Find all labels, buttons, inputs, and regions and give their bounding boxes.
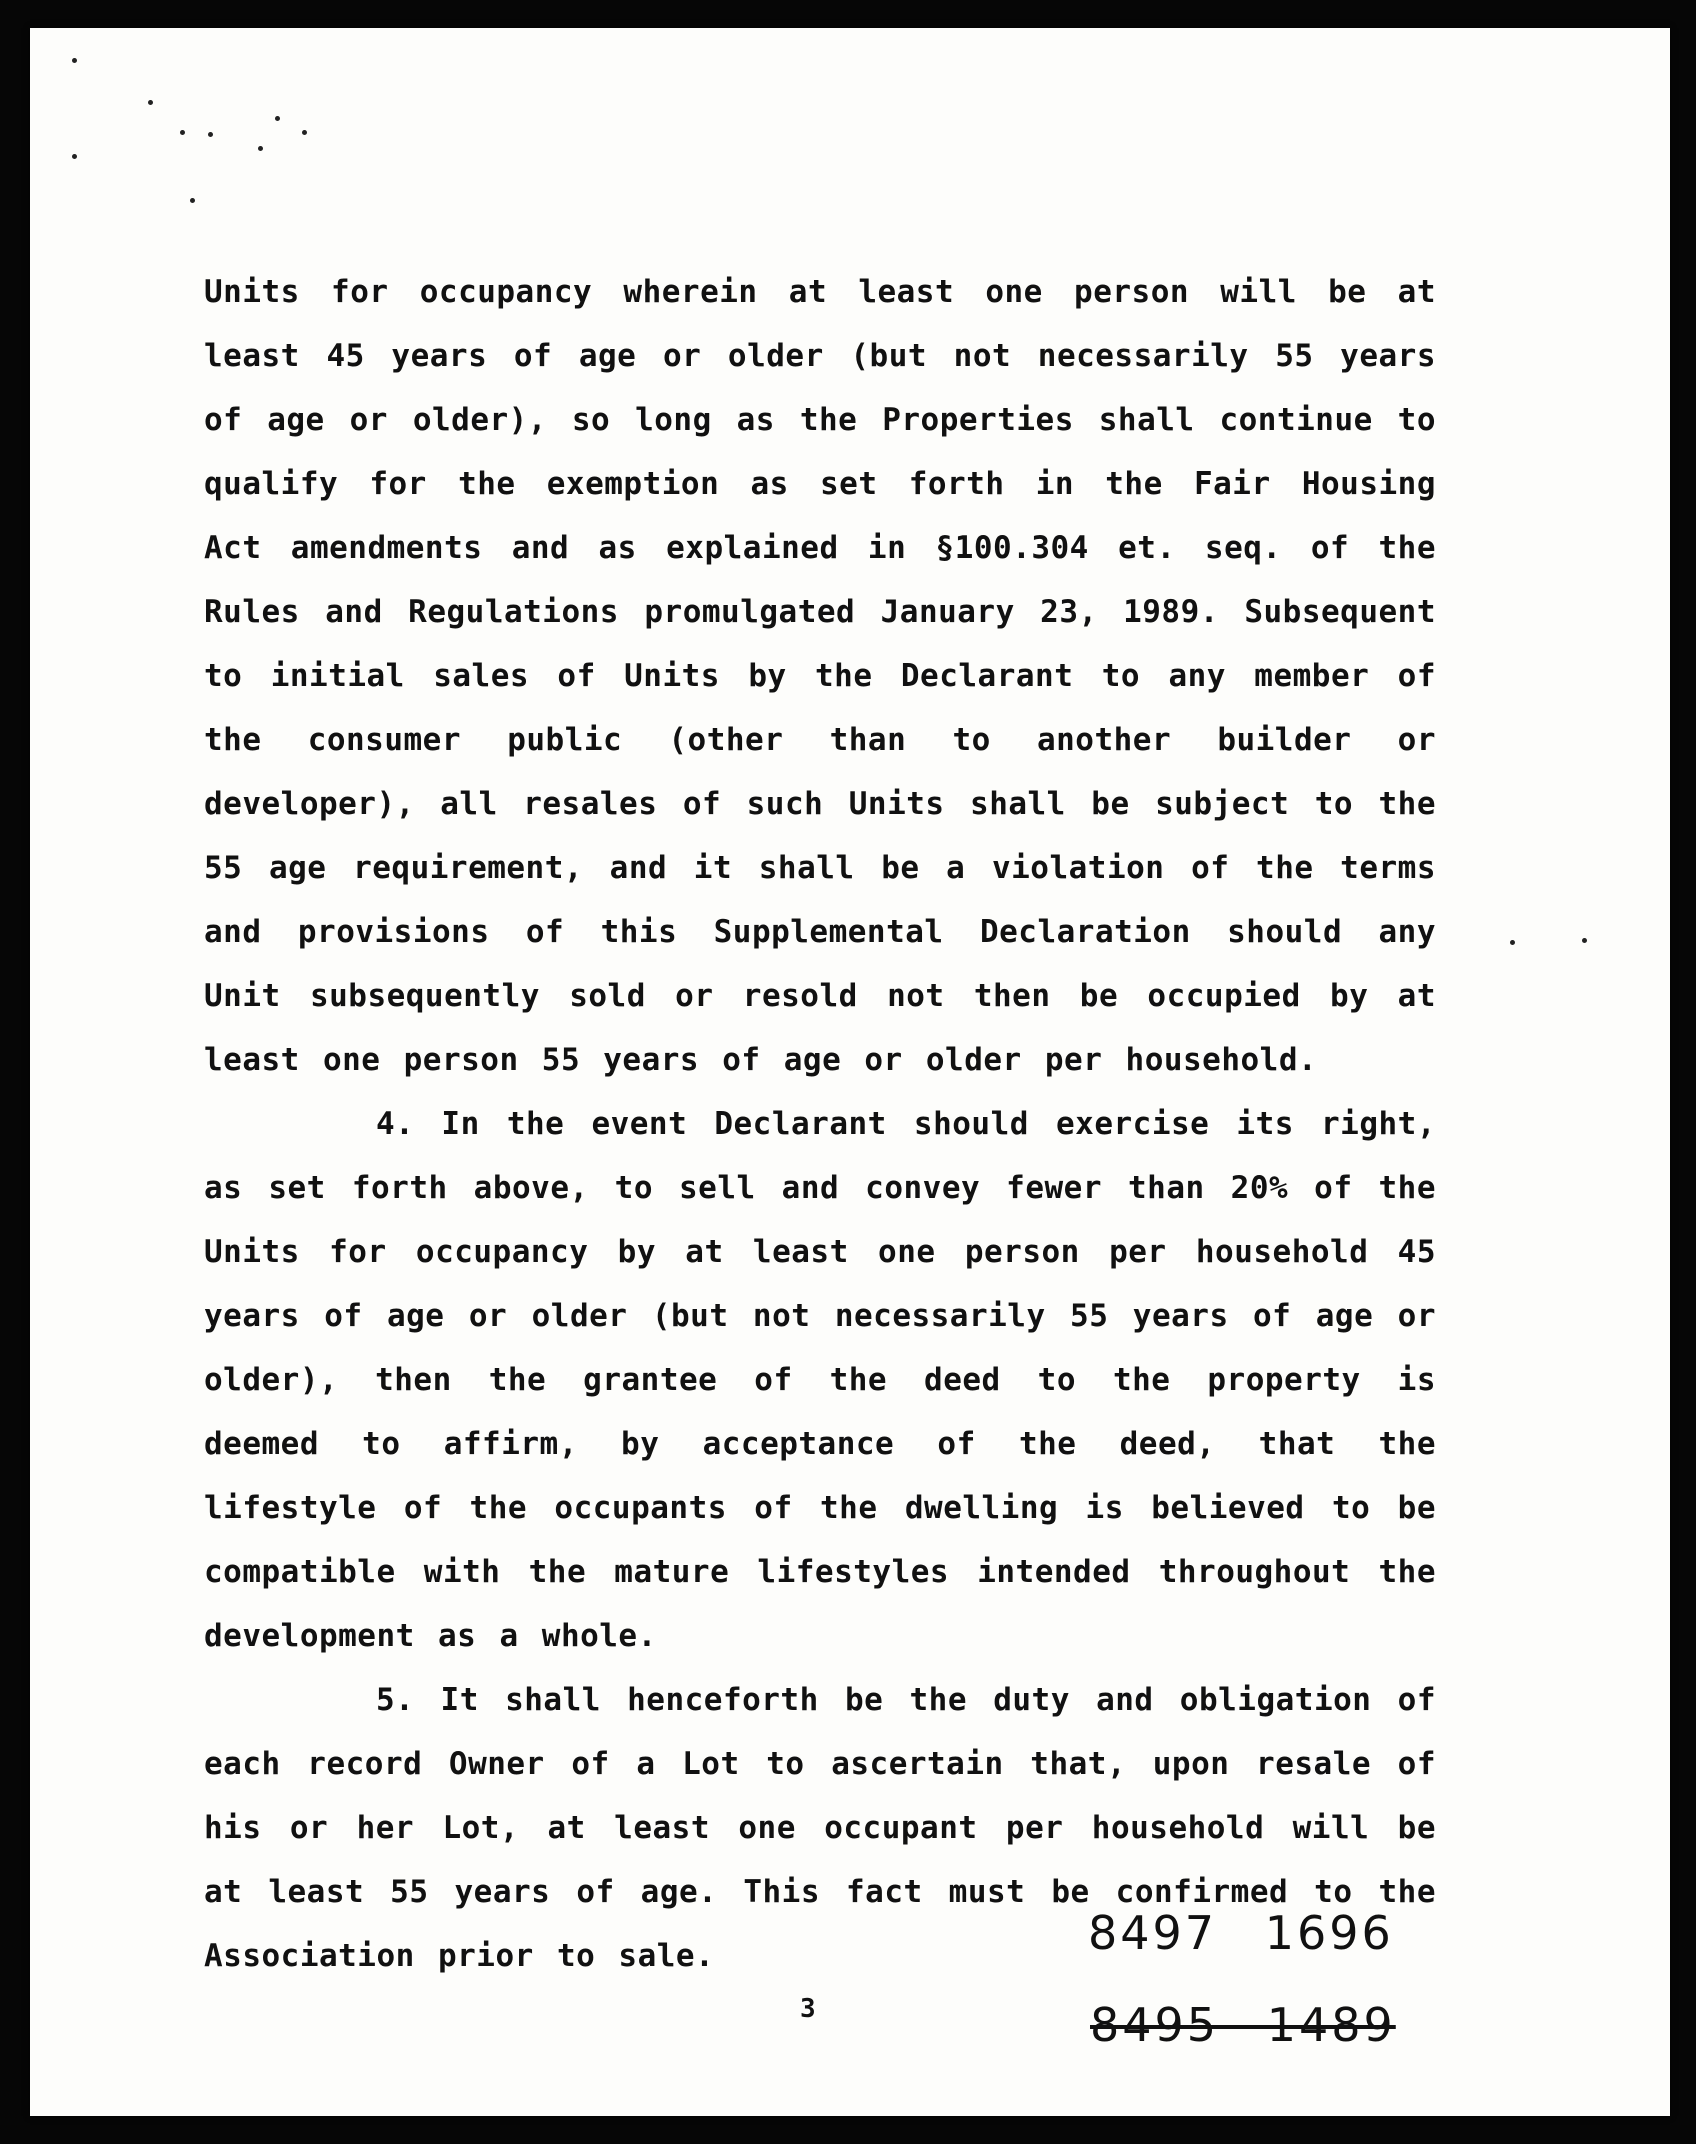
scan-speck — [72, 154, 77, 159]
struck-record-stamp: 8495 1489 — [1090, 1998, 1396, 2052]
paragraph-age-requirement: Units for occupancy wherein at least one person will be at least 45 years of age or older (but not necessarily 55 years of age or older), so long as the Properties shall continue to qualify for the exemption as set forth in the Fair Housing Act amendments and as explained in §100.304 et. seq. of the Rules and Regulations promulgated January 23, 1989. Subsequent to initial sales of Units by the Declarant to any member of the consumer public (other than to another builder or developer), all resales of such Units shall be subject to the 55 age requirement, and it shall be a violation of the terms and provisions of this Supplemental Declaration should any Unit subsequently sold or resold not then be occupied by at least one person 55 years of age or older per household. — [204, 274, 1436, 1078]
scan-speck — [1510, 940, 1515, 945]
document-body — [204, 260, 1436, 1988]
scan-speck — [208, 132, 213, 137]
scan-speck — [180, 130, 185, 135]
scan-speck — [148, 100, 153, 105]
paragraph-section-4: 4. In the event Declarant should exercise its right, as set forth above, to sell and convey fewer than 20% of the Units for occupancy by at least one person per household 45 years of age or older (but not necessarily 55 years of age or older), then the grantee of the deed to the property is deemed to affirm, by acceptance of the deed, that the lifestyle of the occupants of the dwelling is believed to be compatible with the mature lifestyles intended throughout the development as a whole. — [204, 1106, 1436, 1654]
scan-speck — [190, 198, 195, 203]
scan-speck — [1582, 938, 1587, 943]
scan-speck — [72, 58, 77, 63]
scan-speck — [275, 116, 280, 121]
page-number: 3 — [800, 1994, 816, 2024]
scan-speck — [302, 130, 307, 135]
scan-speck — [258, 146, 263, 151]
paragraph-section-5: 5. It shall henceforth be the duty and obligation of each record Owner of a Lot to ascertain that, upon resale of his or her Lot, at least one occupant per household will be at least 55 years of age. This fact must be confirmed to the Association prior to sale. — [204, 1682, 1436, 1974]
record-book-page-stamp: 8497 1696 — [1088, 1906, 1394, 1960]
